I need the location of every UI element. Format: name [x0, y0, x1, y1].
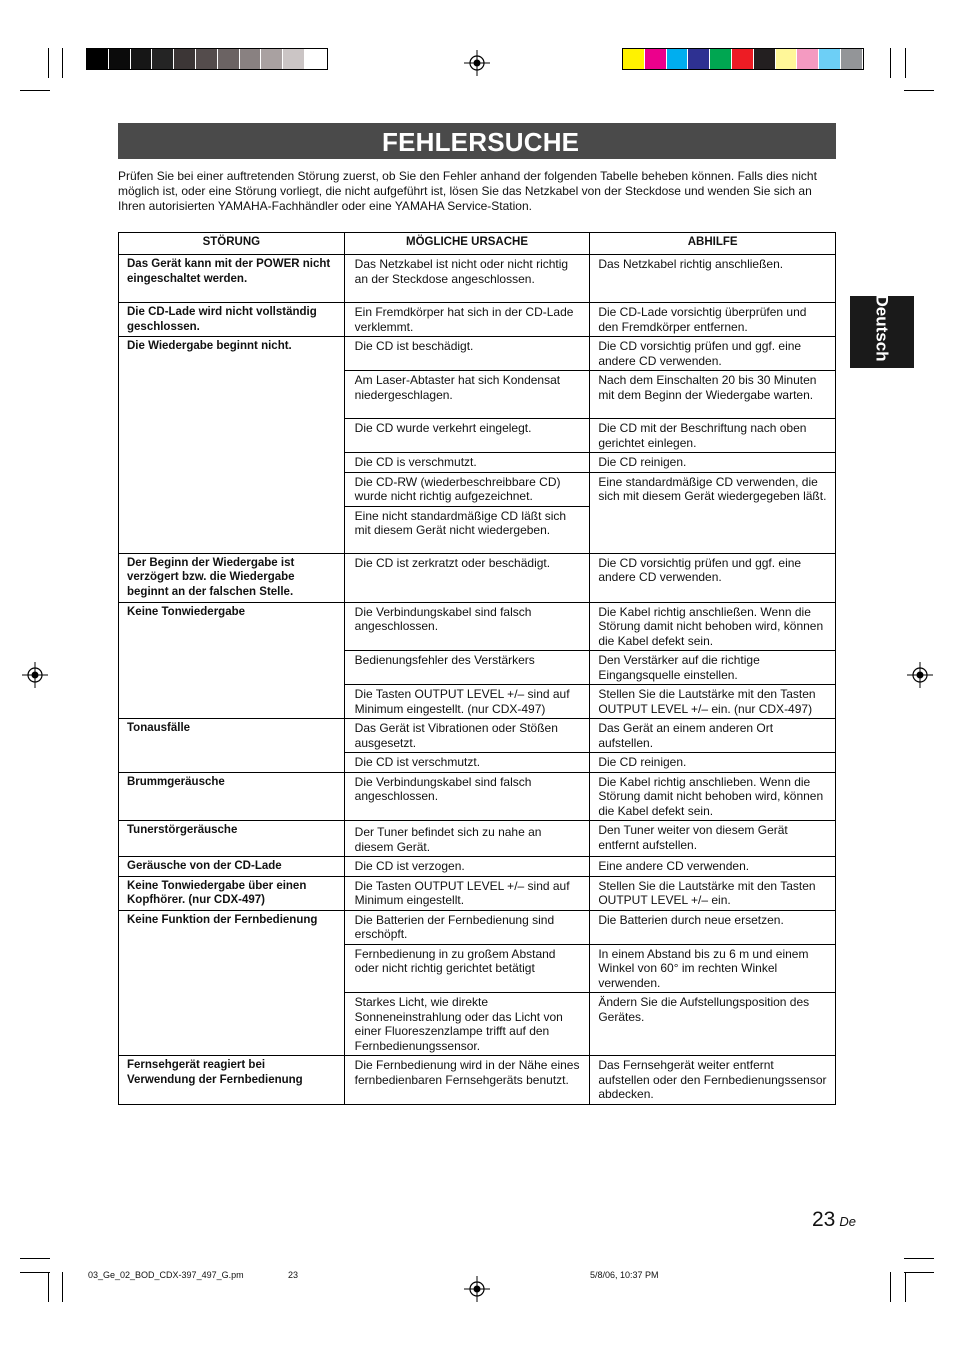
color-swatch — [240, 49, 262, 69]
registration-mark-icon — [464, 1276, 490, 1302]
cause-cell: Die CD ist beschädigt. — [344, 337, 590, 371]
registration-mark-icon — [907, 662, 933, 688]
cause-cell: Die Verbindungskabel sind falsch angeschlossen. — [344, 772, 590, 821]
table-row — [119, 337, 836, 371]
cause-cell: Fernbedienung in zu großem Abstand oder nicht richtig gerichtet betätigt — [344, 944, 590, 993]
cause-cell: Starkes Licht, wie direkte Sonneneinstrahlung oder das Licht von einer Fluoreszenzlampe trifft auf den Fernbedienungssensor. — [344, 993, 590, 1056]
table-row — [119, 857, 836, 877]
cause-cell: Die CD is verschmutzt. — [344, 453, 590, 473]
remedy-cell: Das Fernsehgerät weiter entfernt aufstellen oder den Fernbedienungssensor abdecken. — [590, 1056, 836, 1105]
cause-cell: Der Tuner befindet sich zu nahe an diesem Gerät. — [344, 821, 590, 857]
grayscale-color-bar — [86, 48, 328, 70]
cause-cell: Die CD ist verschmutzt. — [344, 753, 590, 773]
color-swatch — [152, 49, 174, 69]
table-row — [119, 1056, 836, 1105]
color-swatch — [667, 49, 689, 69]
remedy-cell: Stellen Sie die Lautstärke mit den Tasten OUTPUT LEVEL +/– ein. — [590, 876, 836, 910]
page-number-value: 23 — [812, 1208, 836, 1231]
header-symptom: STÖRUNG — [119, 233, 345, 255]
cause-cell: Die Verbindungskabel sind falsch angeschlossen. — [344, 602, 590, 651]
table-row — [119, 602, 836, 651]
color-swatch — [841, 49, 863, 69]
page-language-suffix: De — [839, 1214, 856, 1229]
cause-cell: Die CD ist verzogen. — [344, 857, 590, 877]
remedy-cell: Das Gerät an einem anderen Ort aufstellen. — [590, 719, 836, 753]
remedy-cell: Die CD reinigen. — [590, 453, 836, 473]
table-row — [119, 876, 836, 910]
cause-cell: Die Tasten OUTPUT LEVEL +/– sind auf Minimum eingestellt. (nur CDX-497) — [344, 685, 590, 719]
cause-cell: Die CD wurde verkehrt eingelegt. — [344, 419, 590, 453]
remedy-cell: Eine standardmäßige CD verwenden, die sich mit diesem Gerät wiedergegeben läßt. — [590, 472, 836, 553]
table-row — [119, 553, 836, 602]
footer-filename: 03_Ge_02_BOD_CDX-397_497_G.pm — [88, 1270, 244, 1280]
color-swatch — [109, 49, 131, 69]
footer-page: 23 — [288, 1270, 299, 1280]
remedy-cell: Die CD vorsichtig prüfen und ggf. eine andere CD verwenden. — [590, 337, 836, 371]
cause-cell: Bedienungsfehler des Verstärkers — [344, 651, 590, 685]
remedy-cell: Die Kabel richtig anschlieben. Wenn die Störung damit nicht behoben wird, können die Kabel defekt sein. — [590, 772, 836, 821]
cause-cell: Die Batterien der Fernbedienung sind erschöpft. — [344, 910, 590, 944]
cause-cell: Die Fernbedienung wird in der Nähe eines fernbedienbaren Fernsehgeräts benutzt. — [344, 1056, 590, 1105]
header-remedy: ABHILFE — [590, 233, 836, 255]
remedy-cell: Ändern Sie die Aufstellungsposition des Gerätes. — [590, 993, 836, 1056]
color-swatch — [645, 49, 667, 69]
symptom-cell: Die CD-Lade wird nicht vollständig geschlossen. — [119, 303, 345, 337]
color-swatch — [710, 49, 732, 69]
troubleshooting-table — [118, 232, 836, 1105]
remedy-cell: Das Netzkabel richtig anschließen. — [590, 255, 836, 303]
footer-timestamp: 5/8/06, 10:37 PM — [590, 1270, 659, 1280]
cause-cell: Am Laser-Abtaster hat sich Kondensat niedergeschlagen. — [344, 371, 590, 419]
remedy-cell: Die Batterien durch neue ersetzen. — [590, 910, 836, 944]
color-swatch — [623, 49, 645, 69]
table-row — [119, 255, 836, 303]
color-swatch — [261, 49, 283, 69]
symptom-cell: Keine Funktion der Fernbedienung — [119, 910, 345, 1056]
table-row — [119, 719, 836, 753]
symptom-cell: Keine Tonwiedergabe — [119, 602, 345, 719]
symptom-cell: Der Beginn der Wiedergabe ist verzögert bzw. die Wiedergabe beginnt an der falschen Stelle. — [119, 553, 345, 602]
color-swatch — [688, 49, 710, 69]
remedy-cell: Die CD reinigen. — [590, 753, 836, 773]
table-row — [119, 772, 836, 821]
table-row — [119, 821, 836, 857]
remedy-cell: Die CD-Lade vorsichtig überprüfen und den Fremdkörper entfernen. — [590, 303, 836, 337]
language-tab — [850, 296, 914, 368]
cause-cell: Eine nicht standardmäßige CD läßt sich mit diesem Gerät nicht wiedergeben. — [344, 506, 590, 553]
language-tab-label: Deutsch — [872, 294, 892, 362]
symptom-cell: Fernsehgerät reagiert bei Verwendung der Fernbedienung — [119, 1056, 345, 1105]
remedy-cell: Die CD mit der Beschriftung nach oben gerichtet einlegen. — [590, 419, 836, 453]
color-swatch — [305, 49, 327, 69]
remedy-cell: Eine andere CD verwenden. — [590, 857, 836, 877]
color-swatch — [196, 49, 218, 69]
symptom-cell: Das Gerät kann mit der POWER nicht eingeschaltet werden. — [119, 255, 345, 303]
page-title: FEHLERSUCHE — [382, 127, 580, 157]
color-swatch — [797, 49, 819, 69]
registration-mark-icon — [22, 662, 48, 688]
remedy-cell: Den Tuner weiter von diesem Gerät entfernt aufstellen. — [590, 821, 836, 857]
remedy-cell: In einem Abstand bis zu 6 m und einem Winkel von 60° im rechten Winkel verwenden. — [590, 944, 836, 993]
color-swatch — [776, 49, 798, 69]
table-header-row — [119, 233, 836, 255]
cause-cell: Die Tasten OUTPUT LEVEL +/– sind auf Minimum eingestellt. — [344, 876, 590, 910]
page-number — [812, 1208, 856, 1232]
cause-cell: Ein Fremdkörper hat sich in der CD-Lade verklemmt. — [344, 303, 590, 337]
remedy-cell: Stellen Sie die Lautstärke mit den Tasten OUTPUT LEVEL +/– ein. (nur CDX-497) — [590, 685, 836, 719]
cause-cell: Das Gerät ist Vibrationen oder Stößen ausgesetzt. — [344, 719, 590, 753]
color-swatch — [819, 49, 841, 69]
process-color-bar — [622, 48, 864, 70]
header-cause: MÖGLICHE URSACHE — [344, 233, 590, 255]
color-swatch — [87, 49, 109, 69]
intro-paragraph: Prüfen Sie bei einer auftretenden Störung zuerst, ob Sie den Fehler anhand der folgenden Tabelle beheben können. Falls dies nicht möglich ist, oder eine Störung vorliegt, die nicht aufgeführt ist, lösen Sie das Netzkabel von der Steckdose und wenden Sie sich an Ihren autorisierten YAMAHA-Fachhändler oder eine YAMAHA Service-Station. — [118, 169, 817, 213]
color-swatch — [218, 49, 240, 69]
cause-cell: Die CD ist zerkratzt oder beschädigt. — [344, 553, 590, 602]
symptom-cell: Brummgeräusche — [119, 772, 345, 821]
remedy-cell: Die Kabel richtig anschließen. Wenn die Störung damit nicht behoben wird, können die Kabel defekt sein. — [590, 602, 836, 651]
symptom-cell: Geräusche von der CD-Lade — [119, 857, 345, 877]
cause-cell: Die CD-RW (wiederbeschreibbare CD) wurde nicht richtig aufgezeichnet. — [344, 472, 590, 506]
symptom-cell: Tonausfälle — [119, 719, 345, 773]
color-swatch — [131, 49, 153, 69]
remedy-cell: Die CD vorsichtig prüfen und ggf. eine andere CD verwenden. — [590, 553, 836, 602]
registration-mark-icon — [464, 50, 490, 76]
cause-cell: Das Netzkabel ist nicht oder nicht richtig an der Steckdose angeschlossen. — [344, 255, 590, 303]
table-row — [119, 303, 836, 337]
symptom-cell: Die Wiedergabe beginnt nicht. — [119, 337, 345, 554]
color-swatch — [732, 49, 754, 69]
color-swatch — [754, 49, 776, 69]
color-swatch — [174, 49, 196, 69]
title-bar — [118, 123, 836, 159]
symptom-cell: Keine Tonwiedergabe über einen Kopfhörer. (nur CDX-497) — [119, 876, 345, 910]
table-row — [119, 910, 836, 944]
remedy-cell: Nach dem Einschalten 20 bis 30 Minuten mit dem Beginn der Wiedergabe warten. — [590, 371, 836, 419]
remedy-cell: Den Verstärker auf die richtige Eingangsquelle einstellen. — [590, 651, 836, 685]
color-swatch — [283, 49, 305, 69]
symptom-cell: Tunerstörgeräusche — [119, 821, 345, 857]
